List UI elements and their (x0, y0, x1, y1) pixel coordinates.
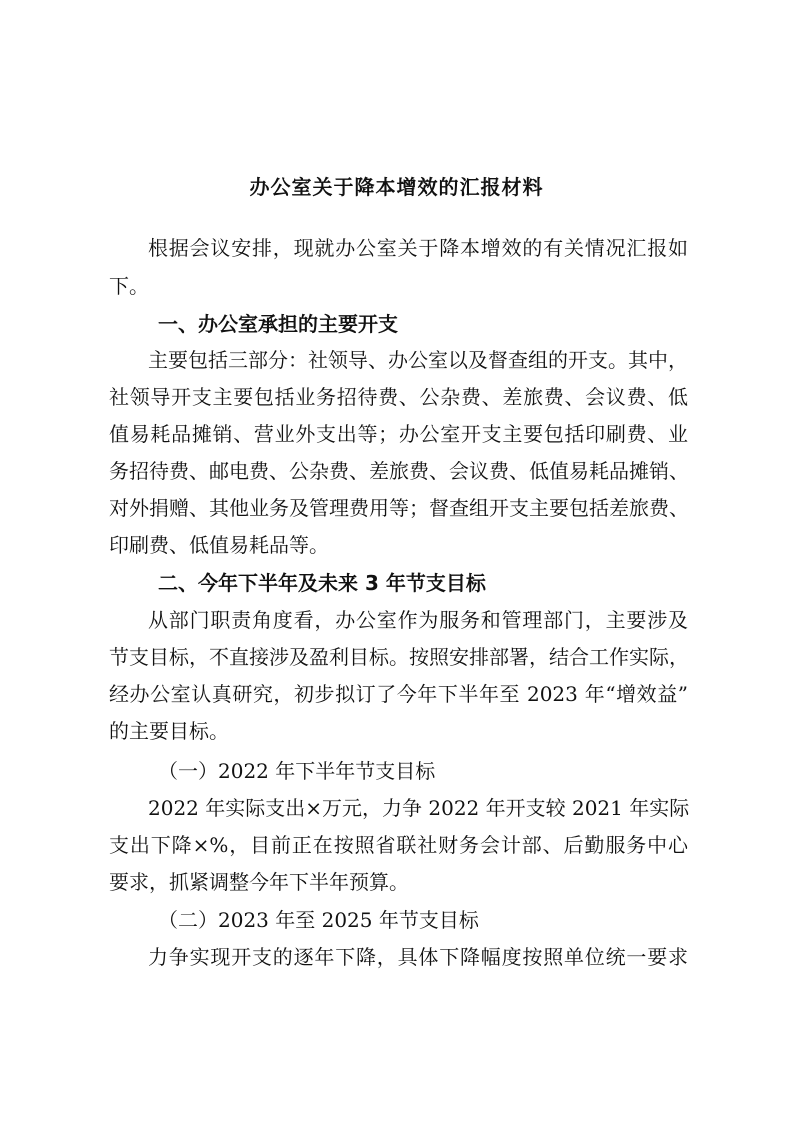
subsection-1-heading: （一）2022 年下半年节支目标 (158, 759, 436, 783)
section-1-line-6: 印刷费、低值易耗品等。 (109, 533, 329, 557)
section-2-line-1: 从部门职责角度看，办公室作为服务和管理部门，主要涉及 (148, 608, 688, 632)
subsection-2-heading: （二）2023 年至 2025 年节支目标 (158, 908, 479, 932)
intro-line-2: 下。 (109, 274, 149, 298)
section-2-heading: 二、今年下半年及未来 3 年节支目标 (158, 571, 486, 595)
section-2-line-2: 节支目标，不直接涉及盈利目标。按照安排部署，结合工作实际， (109, 645, 689, 669)
subsection-1-line-3: 要求，抓紧调整今年下半年预算。 (109, 870, 409, 894)
section-1-heading: 一、办公室承担的主要开支 (158, 312, 398, 336)
subsection-1-line-2: 支出下降×%，目前正在按照省联社财务会计部、后勤服务中心 (109, 833, 688, 857)
section-1-line-1: 主要包括三部分：社领导、办公室以及督查组的开支。其中， (148, 348, 688, 372)
section-2-line-3: 经办公室认真研究，初步拟订了今年下半年至 2023 年“增效益” (109, 682, 688, 706)
document-title: 办公室关于降本增效的汇报材料 (249, 175, 544, 199)
section-1-line-2: 社领导开支主要包括业务招待费、公杂费、差旅费、会议费、低 (109, 385, 688, 409)
section-1-line-4: 务招待费、邮电费、公杂费、差旅费、会议费、低值易耗品摊销、 (109, 459, 689, 483)
subsection-2-line-1: 力争实现开支的逐年下降，具体下降幅度按照单位统一要求 (148, 945, 688, 969)
section-2-line-4: 的主要目标。 (109, 719, 229, 743)
subsection-1-line-1: 2022 年实际支出×万元，力争 2022 年开支较 2021 年实际 (148, 796, 690, 820)
intro-line-1: 根据会议安排，现就办公室关于降本增效的有关情况汇报如 (148, 236, 688, 260)
section-1-line-5: 对外捐赠、其他业务及管理费用等；督查组开支主要包括差旅费、 (109, 496, 689, 520)
section-1-line-3: 值易耗品摊销、营业外支出等；办公室开支主要包括印刷费、业 (109, 422, 688, 446)
